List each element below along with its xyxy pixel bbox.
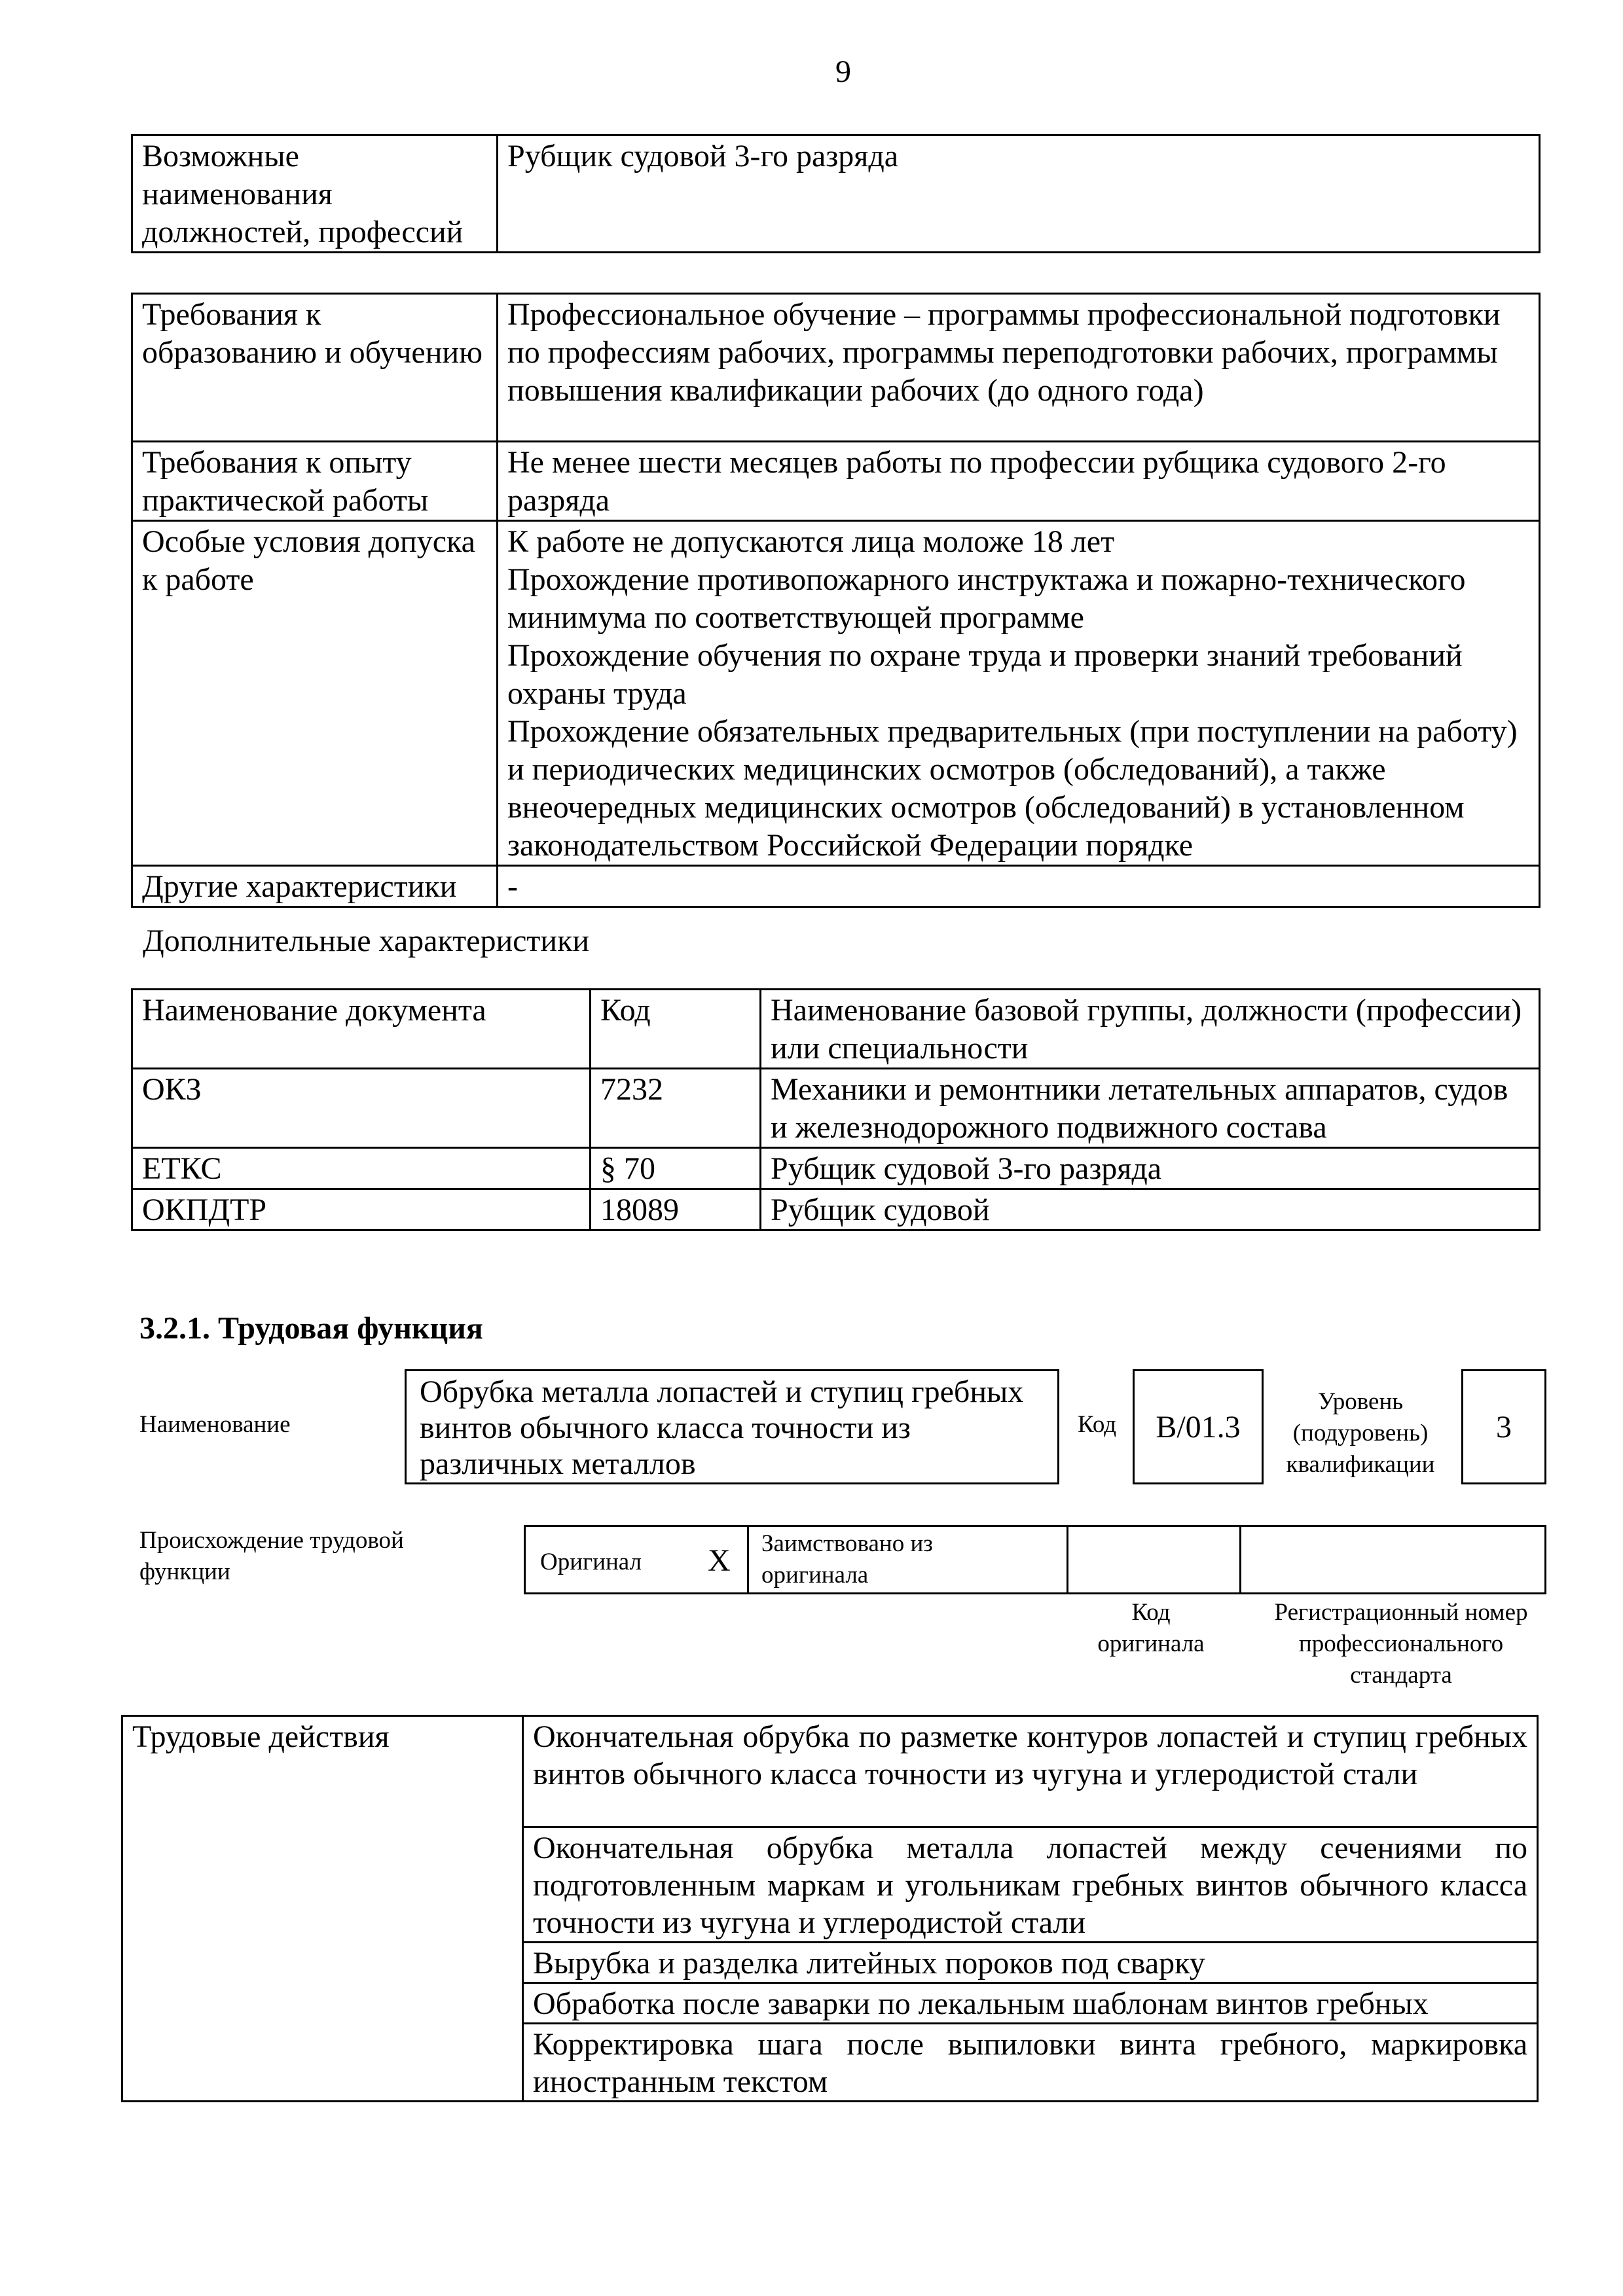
table-cell: 7232 — [591, 1069, 761, 1148]
requirement-value — [498, 866, 1540, 907]
requirement-line: - — [507, 869, 518, 904]
origin-box — [524, 1525, 1546, 1594]
requirement-line: Прохождение противопожарного инструктажа и пожарно-технического минимума по соответствующей программе — [507, 562, 1466, 635]
labor-action-item: Вырубка и разделка литейных пороков под сварку — [523, 1943, 1538, 1983]
page-number: 9 — [835, 54, 851, 89]
additional-heading: Дополнительные характеристики — [143, 924, 590, 958]
function-code-box — [1133, 1369, 1264, 1484]
original-mark: X — [708, 1543, 731, 1578]
additional-header-row — [132, 990, 1540, 1069]
origin-label: Происхождение трудовой функции — [139, 1527, 404, 1585]
table-row — [132, 1148, 1540, 1189]
requirement-row — [132, 521, 1540, 866]
requirement-value — [498, 442, 1540, 521]
labor-actions-label: Трудовые действия — [122, 1716, 523, 2102]
requirement-row — [132, 442, 1540, 521]
divider — [1239, 1527, 1241, 1592]
table-cell: 18089 — [591, 1189, 761, 1230]
table-cell: ОКПДТР — [132, 1189, 591, 1230]
requirement-label: Особые условия допуска к работе — [132, 521, 498, 866]
level-box — [1461, 1369, 1546, 1484]
requirement-line: Прохождение обязательных предварительных (при поступлении на работу) и периодических медицинских осмотров (обследований), а также внеочередных медицинских осмотров (обследований) в установленном законодательством Российской Федерации порядке — [507, 714, 1518, 863]
requirement-value — [498, 294, 1540, 442]
table-cell: Рубщик судовой 3-го разряда — [761, 1148, 1540, 1189]
requirement-line: Прохождение обучения по охране труда и проверки знаний требований охраны труда — [507, 638, 1463, 711]
column-header: Код — [591, 990, 761, 1069]
requirements-table — [131, 293, 1541, 908]
borrowed-label: Заимствовано из оригинала — [761, 1530, 933, 1588]
function-name-box — [405, 1369, 1059, 1484]
requirement-value — [498, 521, 1540, 866]
table-row — [132, 1069, 1540, 1148]
level-label — [1275, 1386, 1446, 1480]
table-cell: § 70 — [591, 1148, 761, 1189]
labor-action-item: Окончательная обрубка металла лопастей между сечениями по подготовленным маркам и угольникам гребных винтов обычного класса точности из чугуна и углеродистой стали — [523, 1827, 1538, 1943]
level-value: 3 — [1496, 1409, 1512, 1444]
divider — [1067, 1527, 1068, 1592]
requirement-line: Профессиональное обучение – программы профессиональной подготовки по профессиям рабочих, программы переподготовки рабочих, программы повышения квалификации рабочих (до одного года) — [507, 297, 1501, 408]
function-name-value: Обрубка металла лопастей и ступиц гребных винтов обычного класса точности из различных металлов — [420, 1374, 1024, 1481]
requirement-label: Требования к опыту практической работы — [132, 442, 498, 521]
requirement-line: К работе не допускаются лица моложе 18 лет — [507, 524, 1115, 559]
table-cell: ОКЗ — [132, 1069, 591, 1148]
column-header: Наименование документа — [132, 990, 591, 1069]
requirement-row — [132, 294, 1540, 442]
divider — [747, 1527, 749, 1592]
labor-action-item: Окончательная обрубка по разметке контуров лопастей и ступиц гребных винтов обычного класса точности из чугуна и углеродистой стали — [523, 1716, 1538, 1827]
table-row — [132, 1189, 1540, 1230]
original-label: Оригинал — [540, 1549, 642, 1575]
job-titles-label: Возможные наименования должностей, профессий — [132, 135, 498, 253]
job-titles-value: Рубщик судовой 3-го разряда — [498, 135, 1540, 253]
requirement-row — [132, 866, 1540, 907]
function-heading: 3.2.1. Трудовая функция — [139, 1311, 483, 1346]
requirement-line: Не менее шести месяцев работы по профессии рубщика судового 2-го разряда — [507, 445, 1446, 518]
function-name-label: Наименование — [139, 1411, 291, 1438]
column-header: Наименование базовой группы, должности (профессии) или специальности — [761, 990, 1540, 1069]
table-cell: Рубщик судовой — [761, 1189, 1540, 1230]
job-titles-table — [131, 134, 1541, 253]
labor-actions-table — [121, 1715, 1539, 2102]
reg-number-caption: Регистрационный номер профессионального стандарта — [1274, 1599, 1528, 1689]
labor-action-item: Корректировка шага после выпиловки винта гребного, маркировка иностранным текстом — [523, 2024, 1538, 2102]
table-cell: ЕТКС — [132, 1148, 591, 1189]
function-code-value: B/01.3 — [1156, 1409, 1241, 1444]
table-cell: Механики и ремонтники летательных аппаратов, судов и железнодорожного подвижного состава — [761, 1069, 1540, 1148]
labor-action-item: Обработка после заварки по лекальным шаблонам винтов гребных — [523, 1983, 1538, 2024]
requirement-label: Другие характеристики — [132, 866, 498, 907]
requirement-label: Требования к образованию и обучению — [132, 294, 498, 442]
level-label-text: Уровень (подуровень) квалификации — [1286, 1388, 1435, 1478]
labor-action-row — [122, 1716, 1538, 1827]
additional-table — [131, 988, 1541, 1231]
code-original-caption: Код оригинала — [1097, 1599, 1205, 1657]
function-code-label: Код — [1078, 1411, 1117, 1438]
